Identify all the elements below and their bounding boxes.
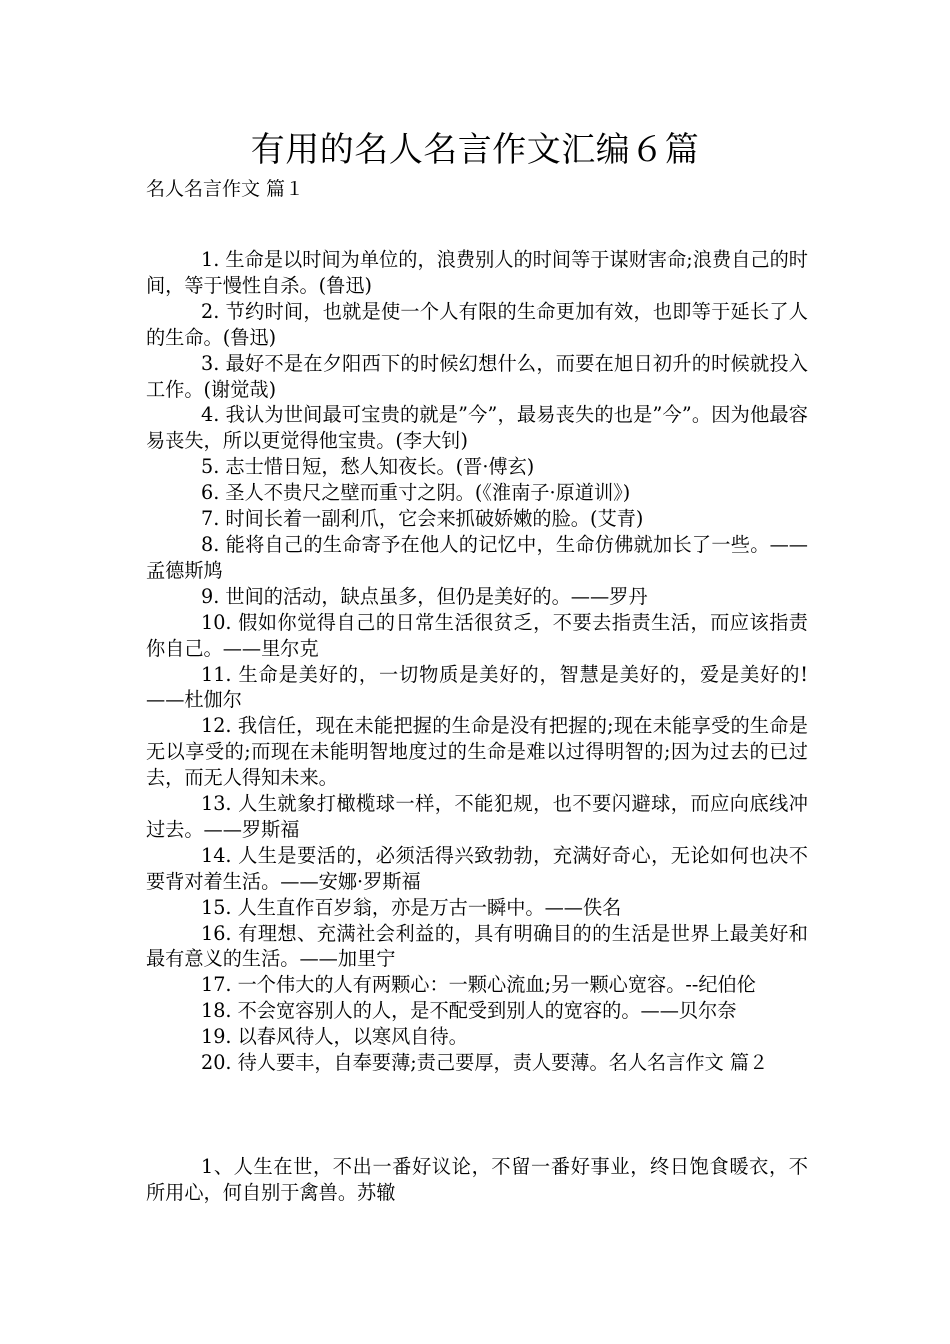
quote-paragraph: 16. 有理想、充满社会利益的，具有明确目的的生活是世界上最美好和最有意义的生活。——加里宁 bbox=[146, 921, 808, 971]
document-title: 有用的名人名言作文汇编６篇 bbox=[250, 130, 700, 170]
quote-paragraph: 2. 节约时间，也就是使一个人有限的生命更加有效，也即等于延长了人的生命。(鲁迅) bbox=[146, 299, 808, 349]
quote-paragraph: 1. 生命是以时间为单位的，浪费别人的时间等于谋财害命;浪费自己的时间，等于慢性自杀。(鲁迅) bbox=[146, 248, 808, 297]
quote-paragraph: 4. 我认为世间最可宝贵的就是”今”，最易丧失的也是”今”。因为他最容易丧失，所以更觉得他宝贵。(李大钊) bbox=[146, 403, 808, 453]
document-body bbox=[146, 247, 808, 1206]
quote-paragraph: 7. 时间长着一副利爪，它会来抓破娇嫩的脸。(艾青) bbox=[201, 507, 644, 531]
quote-paragraph: 9. 世间的活动，缺点虽多，但仍是美好的。——罗丹 bbox=[201, 584, 648, 608]
quote-paragraph: 15. 人生直作百岁翁，亦是万古一瞬中。——佚名 bbox=[201, 895, 622, 919]
quote-paragraph: 20. 待人要丰，自奉要薄;责己要厚，责人要薄。名人名言作文 篇２ bbox=[201, 1051, 769, 1075]
quote-paragraph: 10. 假如你觉得自己的日常生活很贫乏，不要去指责生活，而应该指责你自己。——里尔克 bbox=[146, 610, 808, 660]
section-spacer bbox=[146, 1076, 808, 1154]
quote-paragraph: 13. 人生就象打橄榄球一样，不能犯规，也不要闪避球，而应向底线冲过去。——罗斯福 bbox=[146, 792, 808, 841]
section-heading-1: 名人名言作文 篇１ bbox=[146, 178, 305, 200]
quote-paragraph: 6. 圣人不贵尺之壁而重寸之阴。(《淮南子·原道训》) bbox=[201, 481, 631, 505]
quote-paragraph: 5. 志士惜日短，愁人知夜长。(晋·傅玄) bbox=[201, 455, 535, 479]
quote-paragraph: 12. 我信任，现在未能把握的生命是没有把握的;现在未能享受的生命是无以享受的;而现在未能明智地度过的生命是难以过得明智的;因为过去的已过去，而无人得知未来。 bbox=[146, 714, 808, 790]
quote-paragraph: 3. 最好不是在夕阳西下的时候幻想什么，而要在旭日初升的时候就投入工作。(谢觉哉) bbox=[146, 351, 808, 401]
quote-paragraph: 8. 能将自己的生命寄予在他人的记忆中，生命仿佛就加长了一些。——孟德斯鸠 bbox=[146, 532, 808, 582]
quote-paragraph: 11. 生命是美好的，一切物质是美好的，智慧是美好的，爱是美好的!——杜伽尔 bbox=[146, 662, 808, 712]
quote-paragraph: 19. 以春风待人，以寒风自待。 bbox=[201, 1025, 468, 1049]
quote-paragraph: 1、人生在世，不出一番好议论，不留一番好事业，终日饱食暖衣，不所用心，何自别于禽兽。苏辙 bbox=[146, 1155, 808, 1204]
quote-paragraph: 18. 不会宽容别人的人，是不配受到别人的宽容的。——贝尔奈 bbox=[201, 999, 737, 1023]
quote-paragraph: 14. 人生是要活的，必须活得兴致勃勃，充满好奇心，无论如何也决不要背对着生活。——安娜·罗斯福 bbox=[146, 843, 808, 893]
quote-paragraph: 17. 一个伟大的人有两颗心：一颗心流血;另一颗心宽容。--纪伯伦 bbox=[201, 973, 756, 997]
